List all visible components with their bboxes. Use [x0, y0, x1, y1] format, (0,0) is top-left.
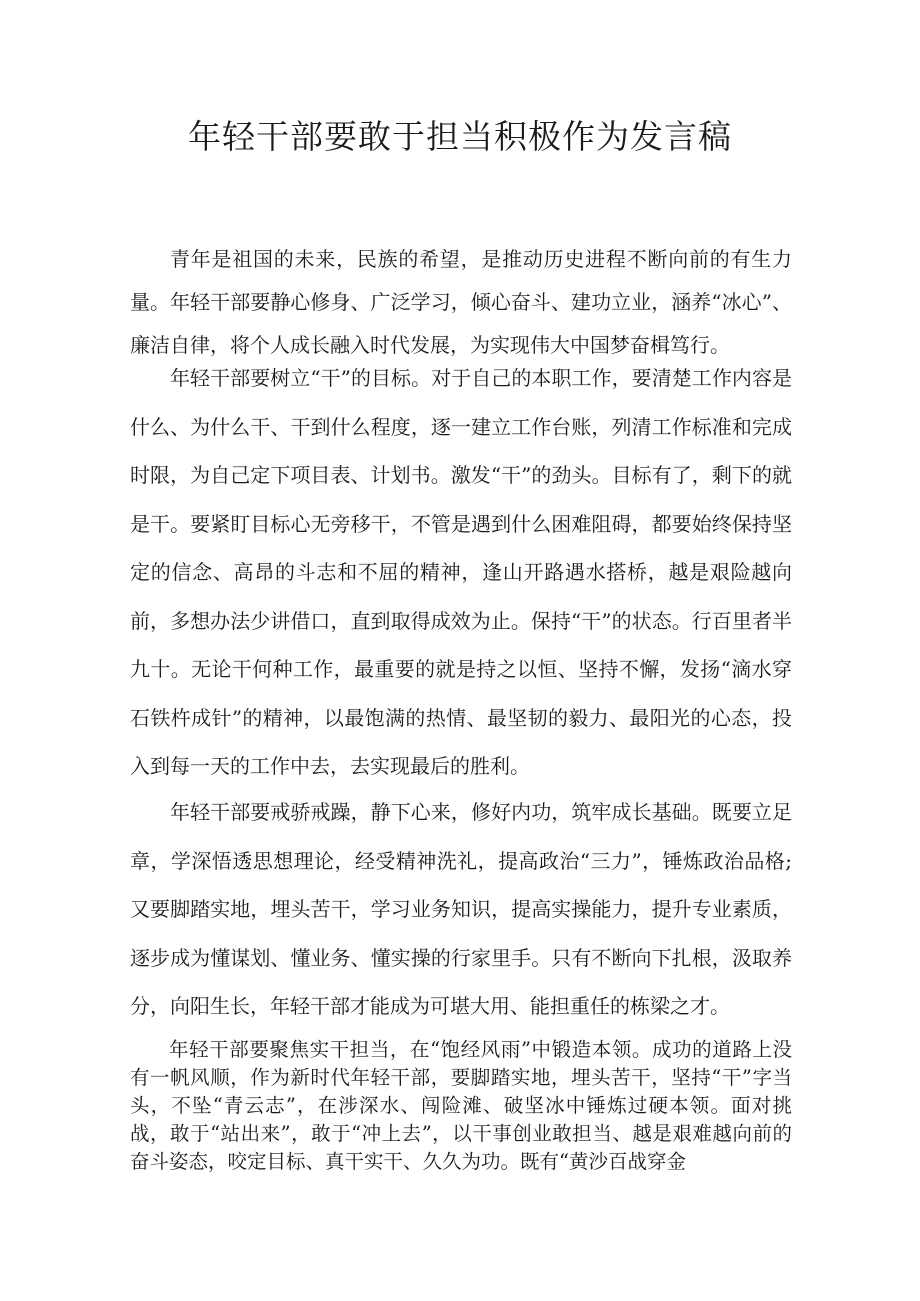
document-title: 年轻干部要敢于担当积极作为发言稿: [188, 117, 732, 156]
paragraph-2: 年轻干部要树立“干”的目标。对于自己的本职工作，要清楚工作内容是什么、为什么干、干到什么程度，逐一建立工作台账，列清工作标准和完成时限，为自己定下项目表、计划书。激发“干”的劲头。目标有了，剩下的就是干。要紧盯目标心无旁移干，不管是遇到什么困难阻碍，都要始终保持坚定的信念、高昂的斗志和不屈的精神，逢山开路遇水搭桥，越是艰险越向前，多想办法少讲借口，直到取得成效为止。保持“干”的状态。行百里者半九十。无论干何种工作，最重要的就是持之以恒、坚持不懈，发扬“滴水穿石铁杵成针”的精神，以最饱满的热情、最坚韧的毅力、最阳光的心态，投入到每一天的工作中去，去实现最后的胜利。: [130, 366, 792, 778]
paragraph-3: 年轻干部要戒骄戒躁，静下心来，修好内功，筑牢成长基础。既要立足章，学深悟透思想理论，经受精神洗礼，提高政治“三力”，锤炼政治品格;又要脚踏实地，埋头苦干，学习业务知识，提高实操能力，提升专业素质，逐步成为懂谋划、懂业务、懂实操的行家里手。只有不断向下扎根，汲取养分，向阳生长，年轻干部才能成为可堪大用、能担重任的栋梁之才。: [130, 800, 792, 1018]
paragraph-1: 青年是祖国的未来，民族的希望，是推动历史进程不断向前的有生力量。年轻干部要静心修身、广泛学习，倾心奋斗、建功立业，涵养“冰心”、廉洁自律，将个人成长融入时代发展，为实现伟大中国梦奋楫笃行。: [130, 247, 792, 357]
paragraph-4: 年轻干部要聚焦实干担当，在“饱经风雨”中锻造本领。成功的道路上没有一帆风顺，作为新时代年轻干部，要脚踏实地，埋头苦干，坚持“干”字当头，不坠“青云志”，在涉深水、闯险滩、破坚冰中锤炼过硬本领。面对挑战，敢于“站出来”，敢于“冲上去”，以干事创业敢担当、越是艰难越向前的奋斗姿态，咬定目标、真干实干、久久为功。既有“黄沙百战穿金: [130, 1038, 792, 1173]
